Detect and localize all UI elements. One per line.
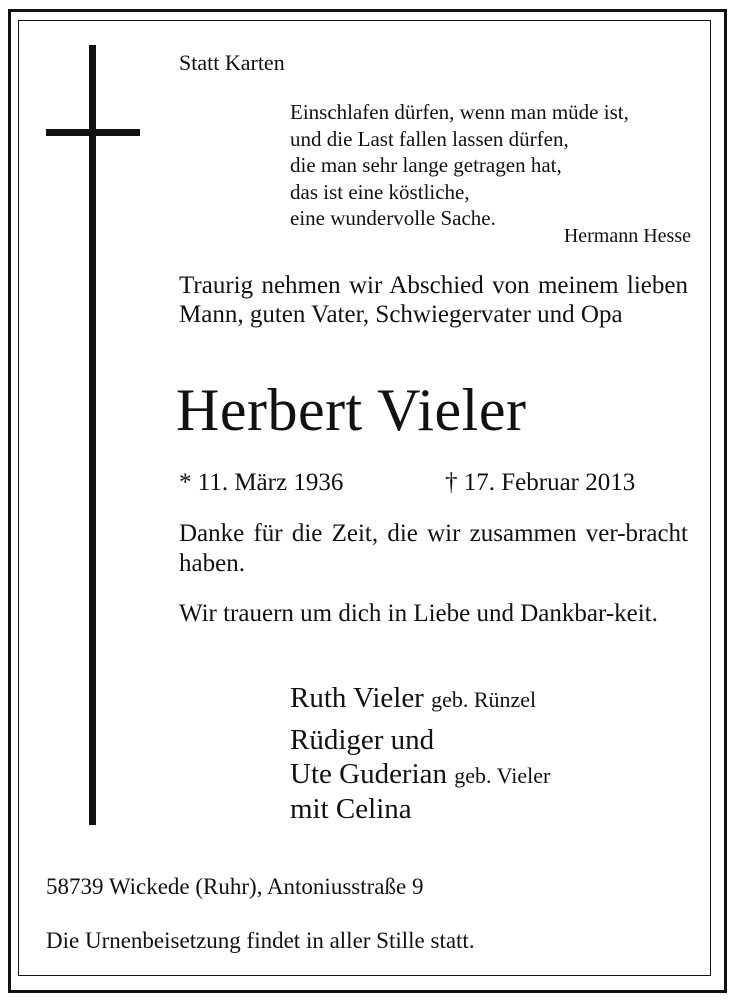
poem-line: und die Last fallen lassen dürfen, bbox=[290, 126, 569, 151]
family-line-1 bbox=[290, 684, 536, 713]
family-member-name: Ute Guderian bbox=[290, 758, 448, 790]
address: 58739 Wickede (Ruhr), Antoniusstraße 9 bbox=[46, 874, 424, 899]
poem-author: Hermann Hesse bbox=[563, 225, 691, 247]
birth-date: * 11. März 1936 bbox=[179, 469, 344, 496]
deceased-name: Herbert Vieler bbox=[176, 377, 527, 443]
cross-icon-vertical-bar bbox=[89, 45, 96, 825]
poem-line: Einschlafen dürfen, wenn man müde ist, bbox=[290, 100, 629, 124]
family-member-name: Rüdiger und bbox=[290, 724, 435, 756]
header-statt-karten: Statt Karten bbox=[179, 50, 285, 75]
poem-line: die man sehr lange getragen hat, bbox=[290, 153, 562, 177]
cross-icon-horizontal-bar bbox=[46, 129, 140, 136]
poem-line: eine wundervolle Sache. bbox=[290, 206, 496, 230]
family-line-2 bbox=[290, 726, 434, 755]
family-member-note: geb. Vieler bbox=[454, 763, 551, 788]
poem-line: das ist eine köstliche, bbox=[290, 179, 470, 204]
family-member-name: Ruth Vieler bbox=[290, 682, 424, 714]
grief-text: Wir trauern um dich in Liebe und Dankbar-keit. bbox=[179, 600, 658, 627]
death-date: † 17. Februar 2013 bbox=[445, 469, 636, 496]
family-line-4 bbox=[290, 795, 412, 824]
poem bbox=[290, 99, 629, 232]
burial-note: Die Urnenbeisetzung findet in aller Stille statt. bbox=[46, 928, 475, 953]
family-line-3 bbox=[290, 760, 550, 789]
intro-text: Traurig nehmen wir Abschied von meinem lieben Mann, guten Vater, Schwiegervater und Opa bbox=[179, 272, 688, 328]
thanks-text: Danke für die Zeit, die wir zusammen ver-bracht haben. bbox=[179, 520, 688, 577]
family-member-name: mit Celina bbox=[290, 793, 412, 825]
family-member-note: geb. Rünzel bbox=[431, 687, 537, 712]
